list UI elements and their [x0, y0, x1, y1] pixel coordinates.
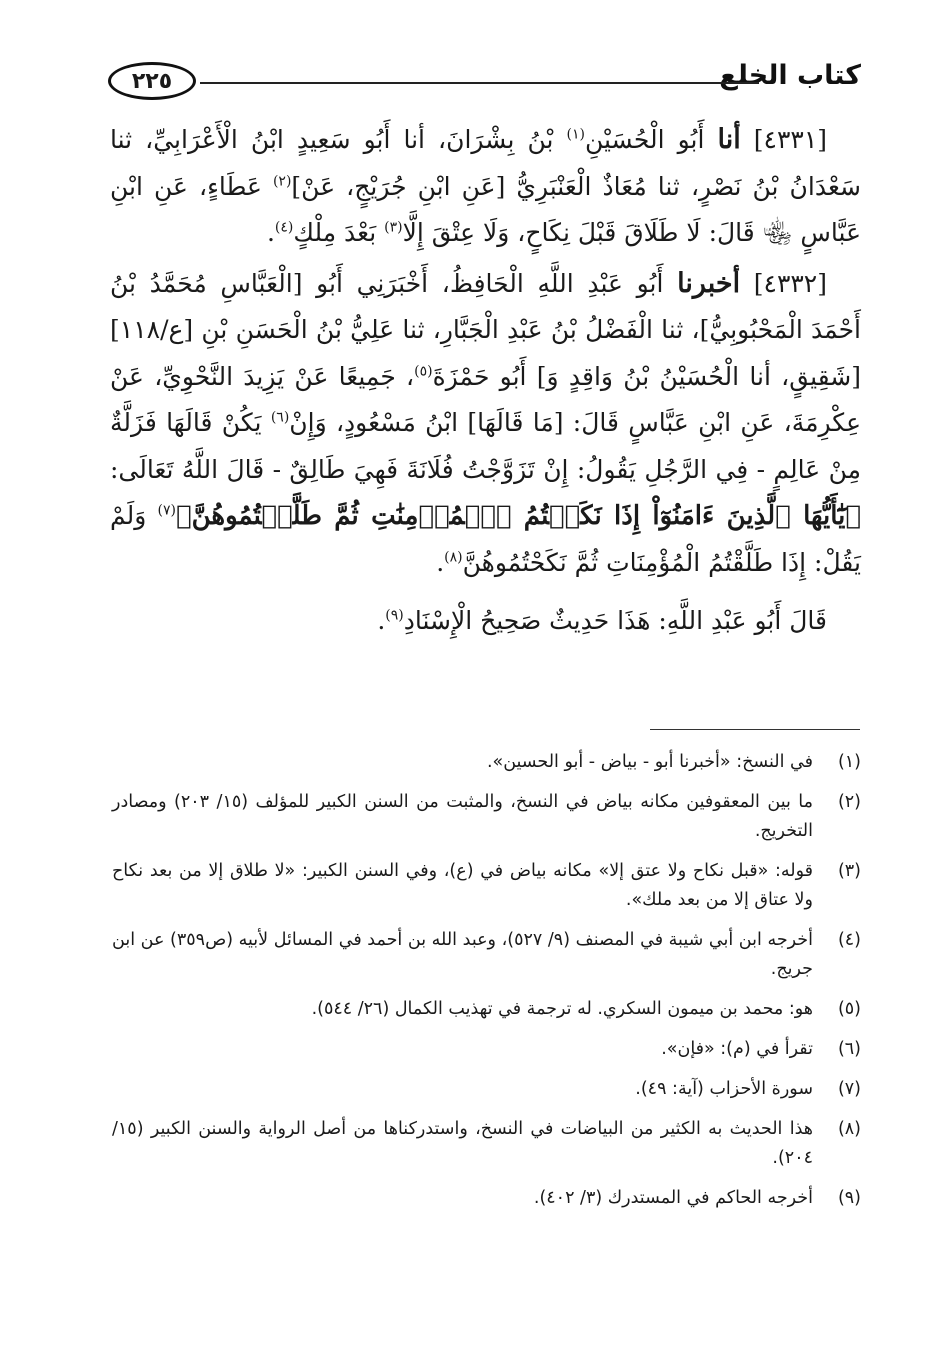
- footnote-text: تقرأ في (م): «فإن».: [661, 1039, 813, 1059]
- footnote-number: (٧): [837, 1079, 861, 1099]
- hadith-text: عَطَاءٍ، عَنِ ابْنِ عَبَّاسٍ ﵄ قَالَ: لَا طَلَاقَ قَبْلَ نِكَاحٍ، وَلَا عِتْقَ إِلَّا: [110, 171, 861, 247]
- footnote: [112, 1075, 861, 1104]
- footnote-number: (٩): [837, 1188, 861, 1208]
- page-number: ٢٢٥: [108, 62, 196, 100]
- hadith-text: .: [266, 218, 275, 247]
- footnote-number: (٥): [837, 999, 861, 1019]
- grading-text: .: [377, 606, 386, 635]
- footnote-ref: (٧): [157, 502, 177, 519]
- footnote-ref: (٥): [414, 363, 433, 380]
- footnote-text: هذا الحديث به الكثير من البياضات في النسخ، واستدركناها من أصل الرواية والسنن الكبير (١٥/ ٢٠٤).: [112, 1119, 813, 1168]
- hadith-text: .: [436, 547, 445, 577]
- footnote: [112, 788, 861, 846]
- main-text: [110, 117, 861, 649]
- narration-lead: أنا: [717, 124, 741, 155]
- footnote-number: (٤): [837, 930, 861, 950]
- footnote-ref: (٩): [385, 607, 404, 624]
- footnote-text: ما بين المعقوفين مكانه بياض في النسخ، والمثبت من السنن الكبير للمؤلف (١٥/ ٢٠٣) ومصادر التخريج.: [112, 792, 814, 841]
- footnote-text: سورة الأحزاب (آية: ٤٩).: [635, 1079, 813, 1099]
- footnote-ref: (٤): [274, 219, 294, 236]
- footnote-number: (٦): [837, 1039, 861, 1059]
- quran-verse: ﴿يَٰٓأَيُّهَا ٱلَّذِينَ ءَامَنُوٓاْ إِذَا نَكَحۡتُمُ ٱلۡمُؤۡمِنَٰتِ ثُمَّ طَلَّقۡتُمُوهُنَّ﴾: [176, 501, 861, 531]
- footnote: [112, 926, 861, 984]
- footnote-ref: (٨): [444, 549, 463, 566]
- footnote-number: (٢): [837, 792, 861, 812]
- footnote-ref: (٢): [272, 173, 292, 190]
- hadith-text: أَبُو الْحُسَيْنِ: [584, 125, 705, 154]
- footnote-number: (٣): [837, 861, 861, 881]
- footnote: [112, 748, 861, 777]
- hadith-text: بْنُ بِشْرَانَ، أنا أَبُو سَعِيدٍ ابْنُ الْأَعْرَابِيِّ، ثنا سَعْدَانُ بْنُ نَصْرٍ، ثنا مُعَاذٌ الْعَنْبَرِيُّ [عَنِ ابْنِ جُرَيْجٍ، عَنْ]: [110, 125, 861, 201]
- footnote: [112, 1184, 861, 1213]
- hadith-4331: [110, 117, 861, 257]
- footnote-number: (١): [837, 752, 861, 772]
- chapter-title: كتاب الخلع: [719, 60, 861, 91]
- footnote-ref: (١): [566, 126, 585, 143]
- hadith-number: [٤٣٣٢]: [753, 268, 827, 298]
- footnote-text: قوله: «قبل نكاح ولا عتق إلا» مكانه بياض في (ع)، وفي السنن الكبير: «لا طلاق إلا من بعد نكاح ولا عتاق إلا من بعد ملك».: [112, 861, 813, 910]
- hadith-number: [٤٣٣١]: [753, 125, 828, 154]
- page-header: [108, 60, 861, 104]
- footnote-ref: (٦): [270, 409, 290, 426]
- hadith-grading: [110, 598, 861, 645]
- footnote: [112, 995, 861, 1024]
- footnote: [112, 857, 861, 915]
- hadith-text: وَلَمْ يَقُلْ: إِذَا طَلَّقْتُمُ الْمُؤْمِنَاتِ ثُمَّ نَكَحْتُمُوهُنَّ: [110, 501, 861, 577]
- hadith-text: أَبُو عَبْدِ اللَّهِ الْحَافِظُ، أَخْبَرَنِي أَبُو [الْعَبَّاسِ مُحَمَّدُ بْنُ أَحْمَدَ الْمَحْبُوبِيُّ]، ثنا الْفَضْلُ بْنُ عَبْدِ الْجَبَّارِ، ثنا عَلِيُّ بْنُ الْحَسَنِ بْنِ [ع/١١٨] [شَقِيقٍ، أنا الْحُسَيْنُ بْنُ وَاقِدٍ وَ] أَبُو حَمْزَةَ: [110, 268, 861, 391]
- footnote-text: أخرجه الحاكم في المستدرك (٣/ ٤٠٢).: [533, 1188, 813, 1208]
- hadith-text: بَعْدَ مِلْكٍ: [293, 218, 377, 247]
- footnote-separator: [650, 729, 860, 730]
- narration-lead: أخبرنا: [677, 267, 741, 299]
- footnote: [112, 1035, 861, 1064]
- footnote-text: أخرجه ابن أبي شيبة في المصنف (٩/ ٥٢٧)، وعبد الله بن أحمد في المسائل لأبيه (ص٣٥٩) عن ابن جريج.: [112, 930, 813, 979]
- footnote-ref: (٣): [384, 219, 403, 236]
- header-rule: [200, 82, 759, 84]
- grading-text: قَالَ أَبُو عَبْدِ اللَّهِ: هَذَا حَدِيثٌ صَحِيحُ الْإِسْنَادِ: [403, 606, 827, 635]
- hadith-4332: [110, 261, 861, 587]
- hadith-text: ، جَمِيعًا عَنْ يَزِيدَ النَّحْوِيِّ، عَنْ عِكْرِمَةَ، عَنِ ابْنِ عَبَّاسٍ قَالَ: [مَا قَالَهَا] ابْنُ مَسْعُودٍ، وَإِنْ: [110, 361, 862, 437]
- hadith-text: يَكُنْ قَالَهَا فَزَلَّةٌ مِنْ عَالِمٍ - فِي الرَّجُلِ يَقُولُ: إِنْ تَزَوَّجْتُ فُلَانَةَ فَهِيَ طَالِقٌ - قَالَ اللَّهُ تَعَالَى:: [110, 408, 861, 484]
- footnotes: [112, 748, 861, 1224]
- footnote-number: (٨): [837, 1119, 861, 1139]
- footnote: [112, 1115, 861, 1173]
- footnote-text: هو: محمد بن ميمون السكري. له ترجمة في تهذيب الكمال (٢٦/ ٥٤٤).: [311, 999, 813, 1019]
- footnote-text: في النسخ: «أخبرنا أبو - بياض - أبو الحسين».: [486, 752, 813, 772]
